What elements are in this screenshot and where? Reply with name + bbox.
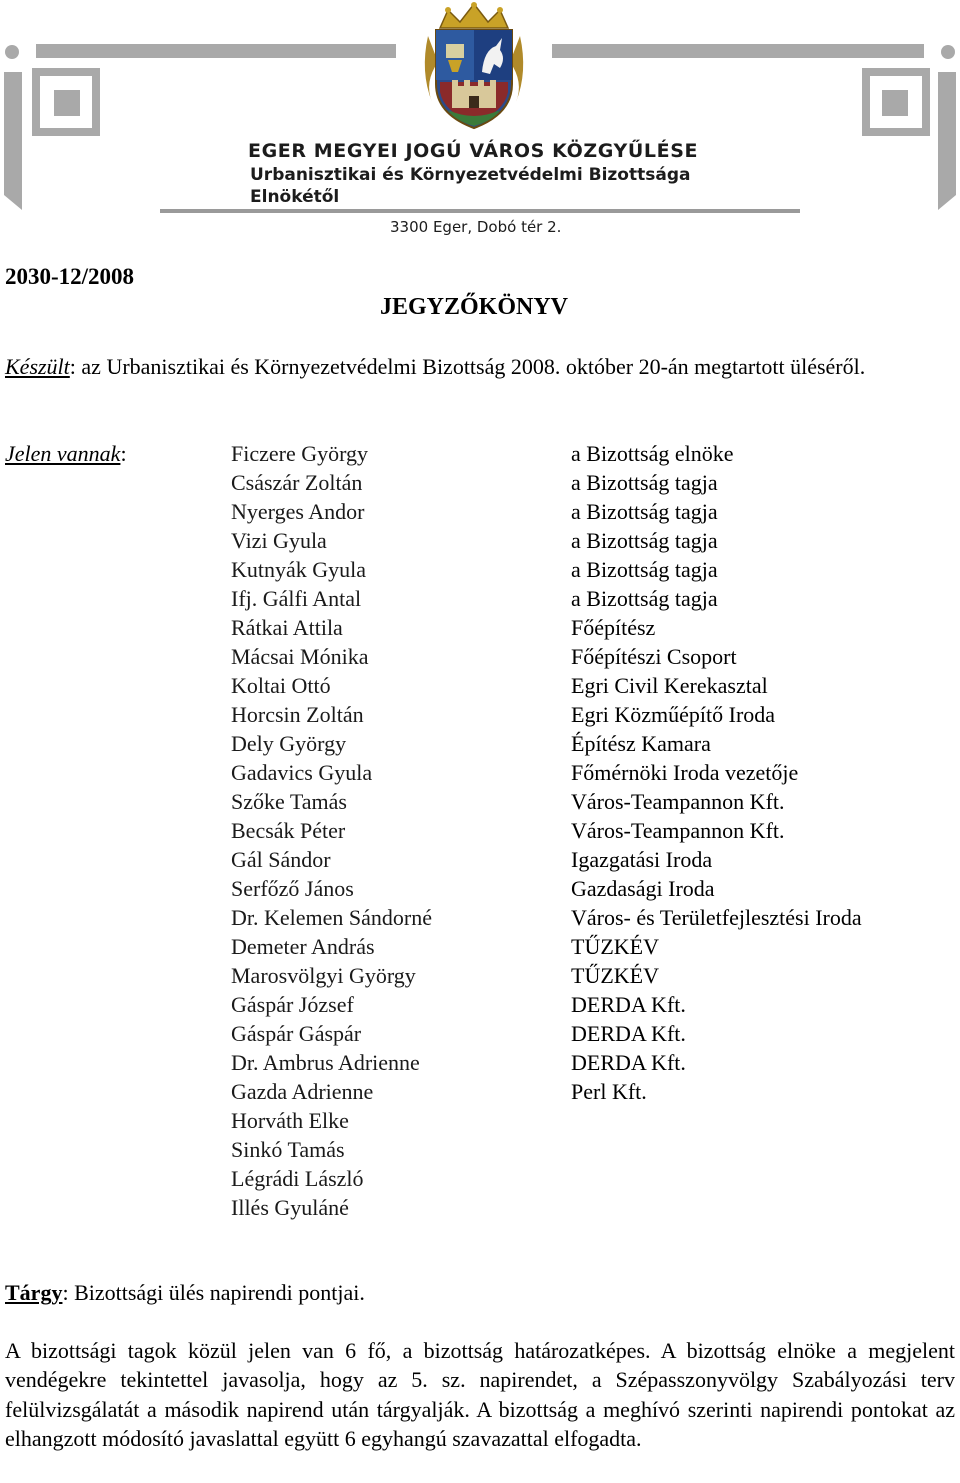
attendee-names [231, 439, 561, 1222]
attendee-role: Főmérnöki Iroda vezetője [571, 760, 799, 785]
attendee-role: a Bizottság tagja [571, 499, 718, 524]
closing-paragraph: A bizottsági tagok közül jelen van 6 fő, a bizottság határozatképes. A bizottság elnöke a megjelent vendégekre tekintettel javasolja, hogy az 5. sz. napirendet, a Szépasszonyvölgy Szabályozási terv felülvizsgálatát a második napirend után tárgyalják. A bizottság a meghívó szerinti napirendi pontokat az elhangzott módosító javaslattal együtt 6 egyhangú szavazattal elfogadta. [5, 1338, 955, 1451]
attendee-role [571, 1135, 956, 1164]
attendee-role: Főépítészi Csoport [571, 644, 737, 669]
attendee-name: Dely György [231, 731, 347, 756]
attendee-role [571, 1164, 956, 1193]
attendee-role: Egri Civil Kerekasztal [571, 673, 768, 698]
attendee-role: DERDA Kft. [571, 992, 686, 1017]
present-label-row [5, 439, 127, 468]
attendee-role: Igazgatási Iroda [571, 847, 713, 872]
attendee-name: Sinkó Tamás [231, 1137, 345, 1162]
keszult-text: : az Urbanisztikai és Környezetvédelmi Bizottság 2008. október 20-án megtartott üléséről. [69, 354, 866, 379]
present-label: Jelen vannak [5, 441, 121, 466]
attendee-name: Koltai Ottó [231, 673, 331, 698]
attendee-role: Gazdasági Iroda [571, 876, 715, 901]
attendee-name: Dr. Ambrus Adrienne [231, 1050, 420, 1075]
attendee-name: Marosvölgyi György [231, 963, 416, 988]
attendee-role: DERDA Kft. [571, 1021, 686, 1046]
attendee-role: Város- és Területfejlesztési Iroda [571, 905, 862, 930]
attendee-name: Légrádi László [231, 1166, 364, 1191]
present-colon: : [120, 441, 127, 466]
attendee-role: DERDA Kft. [571, 1050, 686, 1075]
attendee-role: Egri Közműépítő Iroda [571, 702, 776, 727]
attendee-role: TŰZKÉV [571, 934, 659, 959]
letterhead-subtitle: Urbanisztikai és Környezetvédelmi Bizottsága [250, 165, 691, 185]
attendee-role: Város-Teampannon Kft. [571, 789, 785, 814]
attendee-role: a Bizottság elnöke [571, 441, 734, 466]
attendee-role: Város-Teampannon Kft. [571, 818, 785, 843]
attendee-name: Gáspár József [231, 992, 354, 1017]
attendee-name: Gadavics Gyula [231, 760, 373, 785]
letterhead-address: 3300 Eger, Dobó tér 2. [390, 218, 562, 236]
attendee-role [571, 1193, 956, 1222]
attendee-name: Becsák Péter [231, 818, 346, 843]
attendee-name: Serfőző János [231, 876, 354, 901]
attendee-name: Ficzere György [231, 441, 369, 466]
targy-text: : Bizottsági ülés napirendi pontjai. [62, 1280, 365, 1305]
keszult-paragraph [5, 352, 955, 381]
attendee-name: Gazda Adrienne [231, 1079, 374, 1104]
attendee-name: Szőke Tamás [231, 789, 347, 814]
attendee-name: Dr. Kelemen Sándorné [231, 905, 432, 930]
keszult-label: Készült [5, 354, 70, 379]
letterhead-subtitle-2: Elnökétől [250, 187, 340, 207]
attendee-name: Rátkai Attila [231, 615, 343, 640]
attendee-role: Perl Kft. [571, 1079, 647, 1104]
targy-label: Tárgy [5, 1280, 63, 1305]
attendee-name: Mácsai Mónika [231, 644, 369, 669]
attendee-role: a Bizottság tagja [571, 470, 718, 495]
attendee-name: Császár Zoltán [231, 470, 363, 495]
attendee-role [571, 1106, 956, 1135]
attendee-name: Illés Gyuláné [231, 1195, 349, 1220]
attendee-roles [571, 439, 956, 1222]
targy-paragraph [5, 1278, 955, 1307]
attendee-role: a Bizottság tagja [571, 528, 718, 553]
attendee-name: Nyerges Andor [231, 499, 365, 524]
document-title: JEGYZŐKÖNYV [380, 294, 569, 320]
attendee-name: Horváth Elke [231, 1108, 349, 1133]
letterhead-title: EGER MEGYEI JOGÚ VÁROS KÖZGYŰLÉSE [248, 140, 699, 162]
attendee-name: Vizi Gyula [231, 528, 327, 553]
attendee-name: Ifj. Gálfi Antal [231, 586, 362, 611]
attendee-role: a Bizottság tagja [571, 557, 718, 582]
coat-of-arms-icon [418, 2, 530, 132]
letterhead-divider [160, 209, 800, 213]
attendee-role: a Bizottság tagja [571, 586, 718, 611]
attendee-name: Gál Sándor [231, 847, 331, 872]
attendee-name: Gáspár Gáspár [231, 1021, 362, 1046]
document-number: 2030-12/2008 [5, 264, 135, 289]
attendee-role: Főépítész [571, 615, 656, 640]
attendee-name: Kutnyák Gyula [231, 557, 367, 582]
attendee-role: Építész Kamara [571, 731, 711, 756]
attendee-role: TŰZKÉV [571, 963, 659, 988]
attendee-name: Horcsin Zoltán [231, 702, 364, 727]
attendee-name: Demeter András [231, 934, 375, 959]
